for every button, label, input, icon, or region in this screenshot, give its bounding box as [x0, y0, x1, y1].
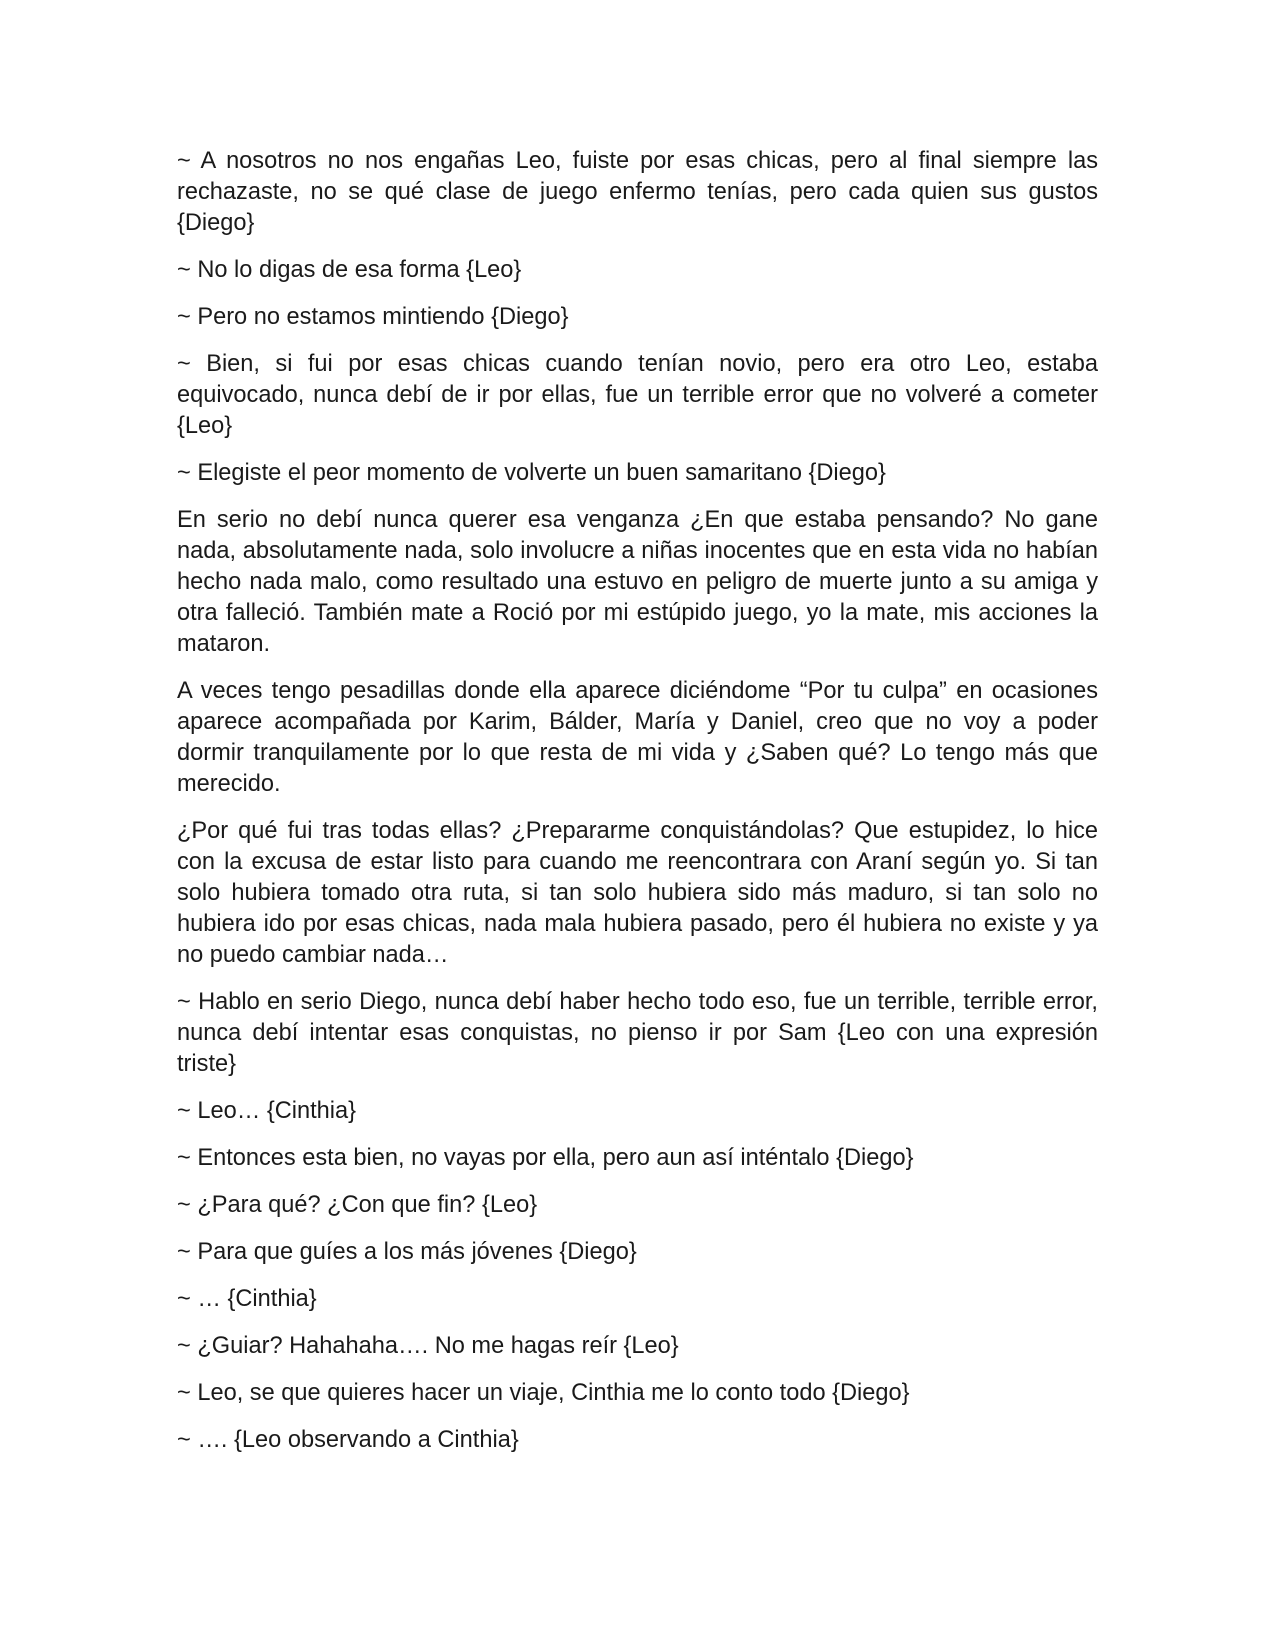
dialogue-line: ~ Bien, si fui por esas chicas cuando tenían novio, pero era otro Leo, estaba equivocado, nunca debí de ir por ellas, fue un terrible error que no volveré a cometer {Leo} — [177, 351, 1098, 439]
dialogue-line: ~ Entonces esta bien, no vayas por ella, pero aun así inténtalo {Diego} — [177, 1145, 914, 1171]
dialogue-line: ~ ¿Para qué? ¿Con que fin? {Leo} — [177, 1192, 538, 1218]
dialogue-line: ~ Leo, se que quieres hacer un viaje, Cinthia me lo conto todo {Diego} — [177, 1380, 910, 1406]
dialogue-line: ~ Leo… {Cinthia} — [177, 1098, 357, 1124]
narration-paragraph: En serio no debí nunca querer esa venganza ¿En que estaba pensando? No gane nada, absolutamente nada, solo involucre a niñas inocentes que en esta vida no habían hecho nada malo, como resultado una estuvo en peligro de muerte junto a su amiga y otra falleció. También mate a Roció por mi estúpido juego, yo la mate, mis acciones la mataron. — [177, 507, 1098, 657]
dialogue-line: ~ ¿Guiar? Hahahaha…. No me hagas reír {Leo} — [177, 1333, 679, 1359]
document-body — [177, 146, 1098, 1472]
dialogue-line: ~ A nosotros no nos engañas Leo, fuiste por esas chicas, pero al final siempre las rechazaste, no se qué clase de juego enfermo tenías, pero cada quien sus gustos {Diego} — [177, 148, 1098, 236]
dialogue-line: ~ Para que guíes a los más jóvenes {Diego} — [177, 1239, 637, 1265]
narration-paragraph: A veces tengo pesadillas donde ella aparece diciéndome “Por tu culpa” en ocasiones aparece acompañada por Karim, Bálder, María y Daniel, creo que no voy a poder dormir tranquilamente por lo que resta de mi vida y ¿Saben qué? Lo tengo más que merecido. — [177, 678, 1098, 797]
dialogue-line: ~ Elegiste el peor momento de volverte un buen samaritano {Diego} — [177, 460, 886, 486]
dialogue-line: ~ No lo digas de esa forma {Leo} — [177, 257, 522, 283]
dialogue-line: ~ Pero no estamos mintiendo {Diego} — [177, 304, 569, 330]
dialogue-line: ~ Hablo en serio Diego, nunca debí haber hecho todo eso, fue un terrible, terrible error, nunca debí intentar esas conquistas, no pienso ir por Sam {Leo con una expresión triste} — [177, 989, 1098, 1077]
narration-paragraph: ¿Por qué fui tras todas ellas? ¿Prepararme conquistándolas? Que estupidez, lo hice con la excusa de estar listo para cuando me reencontrara con Araní según yo. Si tan solo hubiera tomado otra ruta, si tan solo hubiera sido más maduro, si tan solo no hubiera ido por esas chicas, nada mala hubiera pasado, pero él hubiera no existe y ya no puedo cambiar nada… — [177, 818, 1098, 968]
dialogue-line: ~ …. {Leo observando a Cinthia} — [177, 1427, 519, 1453]
dialogue-line: ~ … {Cinthia} — [177, 1286, 317, 1312]
